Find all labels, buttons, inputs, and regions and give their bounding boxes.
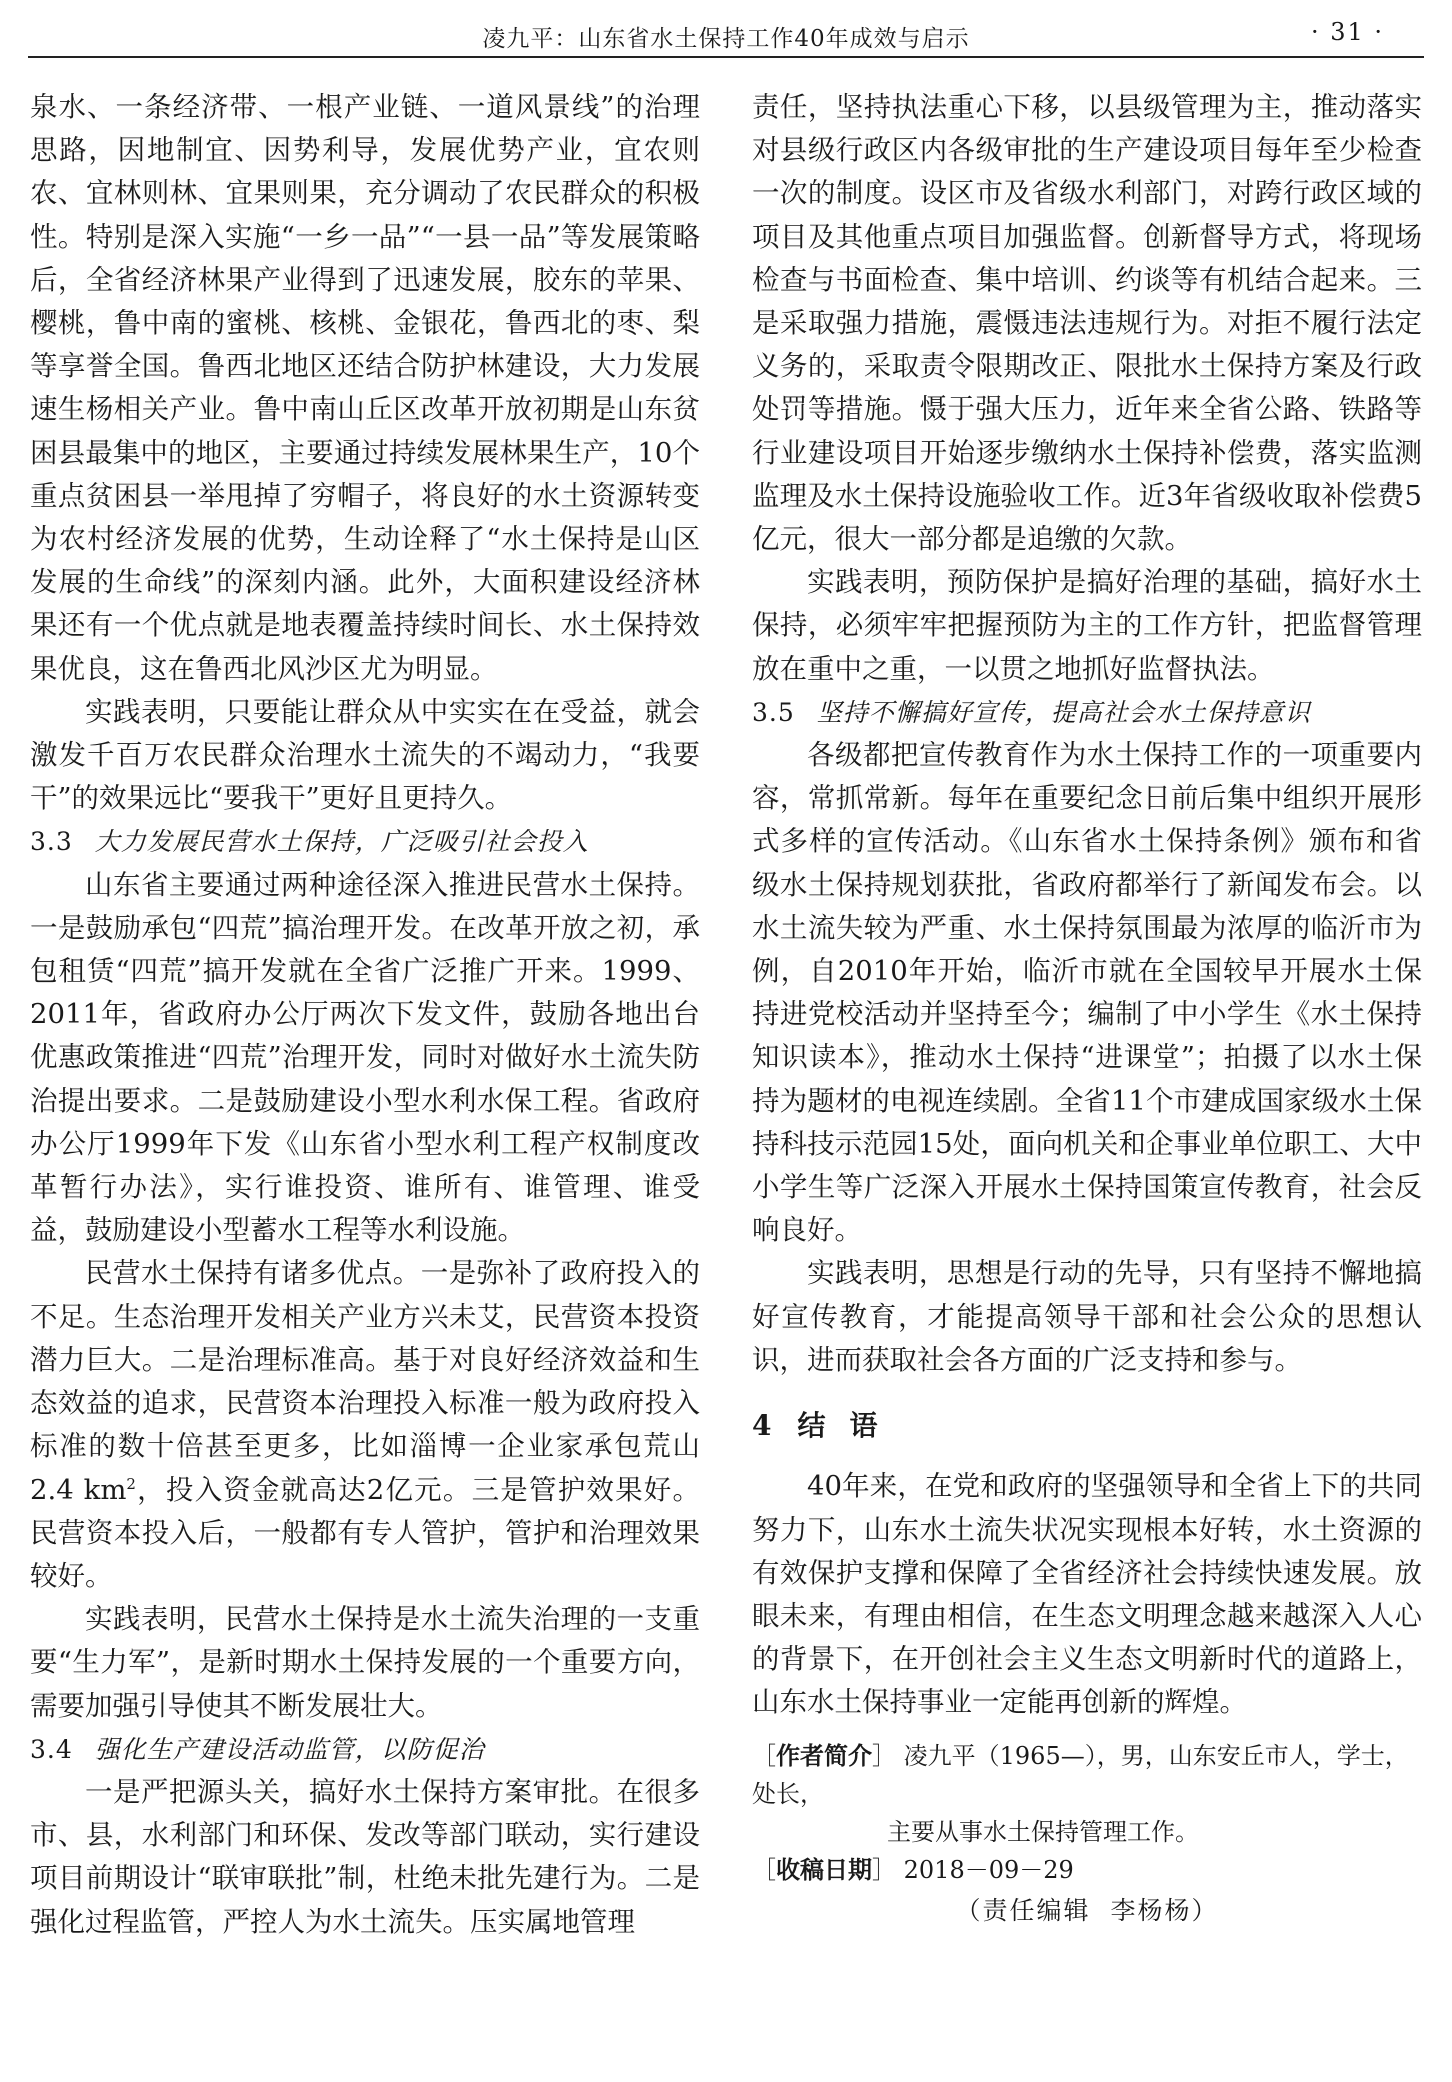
paragraph: 责任，坚持执法重心下移，以县级管理为主，推动落实对县级行政区内各级审批的生产建设项目每年至少检查一次的制度。设区市及省级水利部门，对跨行政区域的项目及其他重点项目加强监督。创新督导方式，将现场检查与书面检查、集中培训、约谈等有机结合起来。三是采取强力措施，震慑违法违规行为。对拒不履行法定义务的，采取责令限期改正、限批水土保持方案及行政处罚等措施。慑于强大压力，近年来全省公路、铁路等行业建设项目开始逐步缴纳水土保持补偿费，落实监测监理及水土保持设施验收工作。近3年省级收取补偿费5亿元，很大一部分都是追缴的欠款。 [752,91,1422,556]
running-header [28,14,1424,58]
section-heading-3-4 [30,1728,700,1771]
section-title: 大力发展民营水土保持，广泛吸引社会投入 [94,827,589,857]
section-heading-3-3 [30,820,700,863]
section-title: 强化生产建设活动监管，以防促治 [94,1734,485,1764]
author-info [752,1737,1422,1889]
running-title: 凌九平：山东省水土保持工作40年成效与启示 [482,26,970,52]
paragraph: 泉水、一条经济带、一根产业链、一道风景线”的治理思路，因地制宜、因势利导，发展优势产业，宜农则农、宜林则林、宜果则果，充分调动了农民群众的积极性。特别是深入实施“一乡一品”“一县一品”等发展策略后，全省经济林果产业得到了迅速发展，胶东的苹果、樱桃，鲁中南的蜜桃、核桃、金银花，鲁西北的枣、梨等享誉全国。鲁西北地区还结合防护林建设，大力发展速生杨相关产业。鲁中南山丘区改革开放初期是山东贫困县最集中的地区，主要通过持续发展林果生产，10个重点贫困县一举甩掉了穷帽子，将良好的水土资源转变为农村经济发展的优势，生动诠释了“水土保持是山区发展的生命线”的深刻内涵。此外，大面积建设经济林果还有一个优点就是地表覆盖持续时间长、水土保持效果优良，这在鲁西北风沙区尤为明显。 [30,91,700,685]
section-number: 3.3 [30,827,73,857]
responsible-editor [752,1891,1422,1931]
paragraph: 实践表明，只要能让群众从中实实在在受益，就会激发千百万农民群众治理水土流失的不竭动力，“我要干”的效果远比“要我干”更好且更持久。 [30,695,700,815]
paragraph-text: ，投入资金就高达2亿元。三是管护效果好。民营资本投入后，一般都有专人管护，管护和治理效果较好。 [30,1473,700,1592]
paragraph: 各级都把宣传教育作为水土保持工作的一项重要内容，常抓常新。每年在重要纪念日前后集中组织开展形式多样的宣传活动。《山东省水土保持条例》颁布和省级水土保持规划获批，省政府都举行了新闻发布会。以水土流失较为严重、水土保持氛围最为浓厚的临沂市为例，自2010年开始，临沂市就在全国较早开展水土保持进党校活动并坚持至今；编制了中小学生《水土保持知识读本》，推动水土保持“进课堂”；拍摄了以水土保持为题材的电视连续剧。全省11个市建成国家级水土保持科技示范园15处，面向机关和企事业单位职工、大中小学生等广泛深入开展水土保持国策宣传教育，社会反响良好。 [752,739,1422,1247]
paragraph: 一是严把源头关，搞好水土保持方案审批。在很多市、县，水利部门和环保、发改等部门联动，实行建设项目前期设计“联审联批”制，杜绝未批先建行为。二是强化过程监管，严控人为水土流失。压实属地管理 [30,1775,700,1938]
paragraph: 40年来，在党和政府的坚强领导和全省上下的共同努力下，山东水土流失状况实现根本好转，水土资源的有效保护支撑和保障了全省经济社会持续快速发展。放眼未来，有理由相信，在生态文明理念越来越深入人心的背景下，在开创社会主义生态文明新时代的道路上，山东水土保持事业一定能再创新的辉煌。 [752,1470,1422,1719]
section-title: 坚持不懈搞好宣传，提高社会水土保持意识 [816,697,1311,727]
author-label: ［作者简介］ [752,1740,896,1770]
editor-name: 李杨杨） [1110,1895,1219,1925]
paragraph: 实践表明，预防保护是搞好治理的基础，搞好水土保持，必须牢牢把握预防为主的工作方针，把监督管理放在重中之重，一以贯之地抓好监督执法。 [752,566,1422,685]
author-text: 凌九平（1965—），男，山东安丘市人，学士，处长， [752,1741,1409,1808]
section-heading-3-5 [752,691,1422,734]
author-text-cont: 主要从事水土保持管理工作。 [887,1817,1199,1846]
paragraph-text: 民营水土保持有诸多优点。一是弥补了政府投入的不足。生态治理开发相关产业方兴未艾，民营资本投资潜力巨大。二是治理标准高。基于对良好经济效益和生态效益的追求，民营资本治理投入标准一般为政府投入标准的数十倍甚至更多，比如淄博一企业家承包荒山2.4 km [30,1257,700,1506]
paragraph [30,1252,700,1598]
section-number: 3.4 [30,1734,73,1764]
received-label: ［收稿日期］ [752,1854,896,1884]
section-heading-4 [752,1404,1422,1447]
editor-label: （责任编辑 [955,1895,1091,1925]
left-column [30,86,700,1944]
superscript: 2 [126,1474,136,1493]
paragraph: 实践表明，思想是行动的先导，只有坚持不懈地搞好宣传教育，才能提高领导干部和社会公众的思想认识，进而获取社会各方面的广泛支持和参与。 [752,1257,1422,1376]
section-title-char: 语 [849,1409,878,1443]
paragraph: 山东省主要通过两种途径深入推进民营水土保持。一是鼓励承包“四荒”搞治理开发。在改革开放之初，承包租赁“四荒”搞开发就在全省广泛推广开来。1999、2011年，省政府办公厅两次下发文件，鼓励各地出台优惠政策推进“四荒”治理开发，同时对做好水土流失防治提出要求。二是鼓励建设小型水利水保工程。省政府办公厅1999年下发《山东省小型水利工程产权制度改革暂行办法》，实行谁投资、谁所有、谁管理、谁受益，鼓励建设小型蓄水工程等水利设施。 [30,868,700,1247]
received-date: 2018－09－29 [903,1855,1074,1884]
section-title-char: 结 [797,1409,826,1443]
section-number: 4 [752,1409,772,1443]
right-column [752,86,1422,1931]
paragraph: 实践表明，民营水土保持是水土流失治理的一支重要“生力军”，是新时期水土保持发展的一个重要方向，需要加强引导使其不断发展壮大。 [30,1603,700,1722]
page-number: · 31 · [1310,18,1384,46]
section-number: 3.5 [752,697,795,727]
